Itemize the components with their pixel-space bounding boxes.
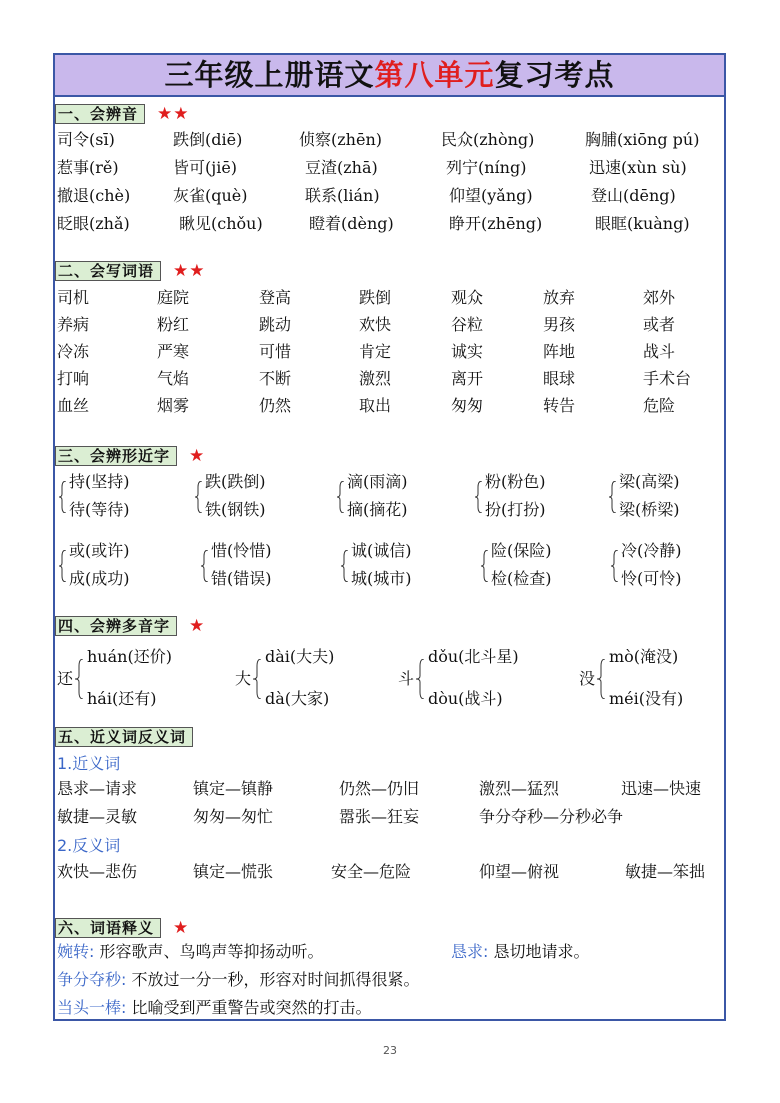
- section-label: 三、会辨形近字: [55, 446, 177, 466]
- section-header-pinyin: [55, 103, 190, 123]
- word-item: 匆匆: [451, 396, 484, 415]
- char-pair-bottom: 梁(桥梁): [619, 500, 680, 519]
- brace-icon: [481, 550, 488, 582]
- char-pair-top: 粉(粉色): [485, 472, 546, 491]
- char-pair: [193, 471, 303, 523]
- antonym-pair: 敏捷—笨拙: [625, 862, 706, 881]
- pinyin-item: 豆渣(zhā): [305, 158, 378, 177]
- star-rating: ★: [189, 445, 206, 466]
- char-pair-bottom: 城(城市): [351, 569, 412, 588]
- pinyin-item: 司令(sī): [57, 130, 115, 149]
- pinyin-item: 瞪着(dèng): [309, 214, 394, 233]
- title-part-3: 复习考点: [494, 58, 615, 92]
- section-header-words: [55, 260, 206, 280]
- polyphone-reading-bottom: dà(大家): [265, 689, 330, 708]
- word-item: 养病: [57, 315, 90, 334]
- synonym-pair: 激烈—猛烈: [479, 779, 560, 798]
- section-header-similar-chars: [55, 445, 205, 465]
- synonym-pair: 嚣张—狂妄: [339, 807, 420, 826]
- section-label: 二、会写词语: [55, 261, 161, 281]
- brace-icon: [59, 481, 66, 513]
- brace-icon: [253, 659, 261, 699]
- page-number: 23: [383, 1044, 397, 1057]
- definition-text: 形容歌声、鸟鸣声等抑扬动听。: [99, 942, 324, 961]
- pinyin-item: 迅速(xùn sù): [589, 158, 687, 177]
- word-item: 跌倒: [359, 288, 392, 307]
- word-item: 或者: [643, 315, 676, 334]
- star-rating: ★: [189, 615, 206, 636]
- title-part-1: 三年级上册语文: [164, 58, 375, 92]
- char-pair: [57, 471, 167, 523]
- char-pair-bottom: 待(等待): [69, 500, 130, 519]
- section-header-synonyms-antonyms: [55, 726, 193, 746]
- pinyin-item: 惹事(rě): [57, 158, 119, 177]
- brace-icon: [475, 481, 482, 513]
- pinyin-item: 胸脯(xiōng pú): [585, 130, 700, 149]
- brace-icon: [611, 550, 618, 582]
- polyphone-reading-bottom: méi(没有): [609, 689, 684, 708]
- char-pair-bottom: 成(成功): [69, 569, 130, 588]
- star-rating: ★★: [173, 260, 206, 281]
- polyphone-char: 没: [579, 669, 596, 688]
- word-item: 粉红: [157, 315, 190, 334]
- title-part-2: 第八单元: [374, 58, 495, 92]
- polyphone-char: 大: [235, 669, 252, 688]
- antonym-pair: 安全—危险: [331, 862, 412, 881]
- definition-term: 当头一棒:: [57, 998, 127, 1017]
- char-pair: [473, 471, 583, 523]
- polyphone-group: [235, 649, 395, 709]
- polyphone-reading-top: huán(还价): [87, 647, 172, 666]
- word-item: 不断: [259, 369, 292, 388]
- word-item: 血丝: [57, 396, 90, 415]
- char-pair: [57, 540, 167, 592]
- section-label: 一、会辨音: [55, 104, 145, 124]
- star-rating: ★★: [157, 103, 190, 124]
- antonym-pair: 欢快—悲伤: [57, 862, 138, 881]
- word-item: 转告: [543, 396, 576, 415]
- pinyin-item: 灰雀(què): [173, 186, 248, 205]
- brace-icon: [201, 550, 208, 582]
- word-item: 取出: [359, 396, 392, 415]
- char-pair: [199, 540, 309, 592]
- char-pair-top: 梁(高梁): [619, 472, 680, 491]
- word-item: 眼球: [543, 369, 576, 388]
- pinyin-item: 民众(zhòng): [441, 130, 535, 149]
- synonym-pair: 镇定—镇静: [193, 779, 274, 798]
- word-item: 离开: [451, 369, 484, 388]
- review-sheet: [53, 53, 726, 1021]
- char-pair-bottom: 铁(钢铁): [205, 500, 266, 519]
- char-pair-bottom: 检(检查): [491, 569, 552, 588]
- word-item: 肯定: [359, 342, 392, 361]
- word-item: 诚实: [451, 342, 484, 361]
- page-title: [55, 55, 724, 97]
- word-item: 登高: [259, 288, 292, 307]
- brace-icon: [195, 481, 202, 513]
- word-item: 放弃: [543, 288, 576, 307]
- char-pair-bottom: 摘(摘花): [347, 500, 408, 519]
- char-pair-top: 惜(怜惜): [211, 541, 272, 560]
- brace-icon: [609, 481, 616, 513]
- synonym-pair: 敏捷—灵敏: [57, 807, 138, 826]
- definition-term: 争分夺秒:: [57, 970, 127, 989]
- definition-text: 不放过一分一秒，形容对时间抓得很紧。: [131, 970, 420, 989]
- polyphone-char: 斗: [398, 669, 415, 688]
- word-item: 观众: [451, 288, 484, 307]
- word-item: 郊外: [643, 288, 676, 307]
- word-item: 打响: [57, 369, 90, 388]
- char-pair-bottom: 错(错误): [211, 569, 272, 588]
- pinyin-item: 瞅见(chǒu): [179, 214, 263, 233]
- antonyms-label: 2.反义词: [57, 836, 121, 855]
- word-item: 激烈: [359, 369, 392, 388]
- brace-icon: [75, 659, 83, 699]
- definition-item: [451, 941, 590, 963]
- section-header-polyphones: [55, 615, 205, 635]
- polyphone-reading-top: mò(淹没): [609, 647, 679, 666]
- definition-term: 婉转:: [57, 942, 95, 961]
- pinyin-item: 跌倒(diē): [173, 130, 243, 149]
- word-item: 跳动: [259, 315, 292, 334]
- polyphone-reading-bottom: hái(还有): [87, 689, 157, 708]
- brace-icon: [597, 659, 605, 699]
- char-pair-bottom: 扮(打扮): [485, 500, 546, 519]
- definition-item: [57, 969, 420, 991]
- brace-icon: [59, 550, 66, 582]
- char-pair-top: 或(或许): [69, 541, 130, 560]
- word-item: 司机: [57, 288, 90, 307]
- pinyin-item: 登山(dēng): [591, 186, 676, 205]
- word-item: 谷粒: [451, 315, 484, 334]
- char-pair-top: 险(保险): [491, 541, 552, 560]
- polyphone-group: [579, 649, 719, 709]
- word-item: 危险: [643, 396, 676, 415]
- synonym-pair: 恳求—请求: [57, 779, 138, 798]
- antonym-pair: 镇定—慌张: [193, 862, 274, 881]
- word-item: 战斗: [643, 342, 676, 361]
- section-label: 四、会辨多音字: [55, 616, 177, 636]
- word-item: 欢快: [359, 315, 392, 334]
- definition-item: [57, 941, 324, 963]
- brace-icon: [416, 659, 424, 699]
- section-header-definitions: [55, 917, 189, 937]
- word-item: 严寒: [157, 342, 190, 361]
- char-pair: [339, 540, 449, 592]
- word-item: 冷冻: [57, 342, 90, 361]
- brace-icon: [337, 481, 344, 513]
- synonym-pair: 争分夺秒—分秒必争: [479, 807, 624, 826]
- char-pair: [479, 540, 589, 592]
- word-item: 庭院: [157, 288, 190, 307]
- word-item: 气焰: [157, 369, 190, 388]
- word-item: 手术台: [643, 369, 692, 388]
- char-pair-top: 冷(冷静): [621, 541, 682, 560]
- definition-item: [57, 997, 372, 1019]
- section-label: 五、近义词反义词: [55, 727, 193, 747]
- section-label: 六、词语释义: [55, 918, 161, 938]
- char-pair-top: 跌(跌倒): [205, 472, 266, 491]
- pinyin-item: 眼眶(kuàng): [595, 214, 690, 233]
- synonym-pair: 匆匆—匆忙: [193, 807, 274, 826]
- polyphone-reading-bottom: dòu(战斗): [428, 689, 503, 708]
- char-pair-bottom: 怜(可怜): [621, 569, 682, 588]
- definition-text: 比喻受到严重警告或突然的打击。: [131, 998, 372, 1017]
- pinyin-item: 仰望(yǎng): [449, 186, 533, 205]
- pinyin-item: 睁开(zhēng): [449, 214, 543, 233]
- char-pair-top: 诚(诚信): [351, 541, 412, 560]
- char-pair-top: 滴(雨滴): [347, 472, 408, 491]
- pinyin-item: 眨眼(zhǎ): [57, 214, 130, 233]
- brace-icon: [341, 550, 348, 582]
- synonym-pair: 迅速—快速: [621, 779, 702, 798]
- pinyin-item: 侦察(zhēn): [299, 130, 382, 149]
- definition-term: 恳求:: [451, 942, 489, 961]
- polyphone-group: [57, 649, 217, 709]
- char-pair-top: 持(坚持): [69, 472, 130, 491]
- star-rating: ★: [173, 917, 190, 938]
- polyphone-reading-top: dǒu(北斗星): [428, 647, 519, 666]
- word-item: 可惜: [259, 342, 292, 361]
- pinyin-item: 皆可(jiē): [173, 158, 238, 177]
- polyphone-char: 还: [57, 669, 74, 688]
- synonyms-label: 1.近义词: [57, 754, 121, 773]
- pinyin-item: 列宁(níng): [446, 158, 527, 177]
- antonym-pair: 仰望—俯视: [479, 862, 560, 881]
- word-item: 男孩: [543, 315, 576, 334]
- synonym-pair: 仍然—仍旧: [339, 779, 420, 798]
- definition-text: 恳切地请求。: [493, 942, 590, 961]
- polyphone-reading-top: dài(大夫): [265, 647, 335, 666]
- word-item: 烟雾: [157, 396, 190, 415]
- word-item: 阵地: [543, 342, 576, 361]
- pinyin-item: 撤退(chè): [57, 186, 131, 205]
- pinyin-item: 联系(lián): [305, 186, 380, 205]
- char-pair: [335, 471, 445, 523]
- polyphone-group: [398, 649, 568, 709]
- char-pair: [607, 471, 717, 523]
- char-pair: [609, 540, 719, 592]
- word-item: 仍然: [259, 396, 292, 415]
